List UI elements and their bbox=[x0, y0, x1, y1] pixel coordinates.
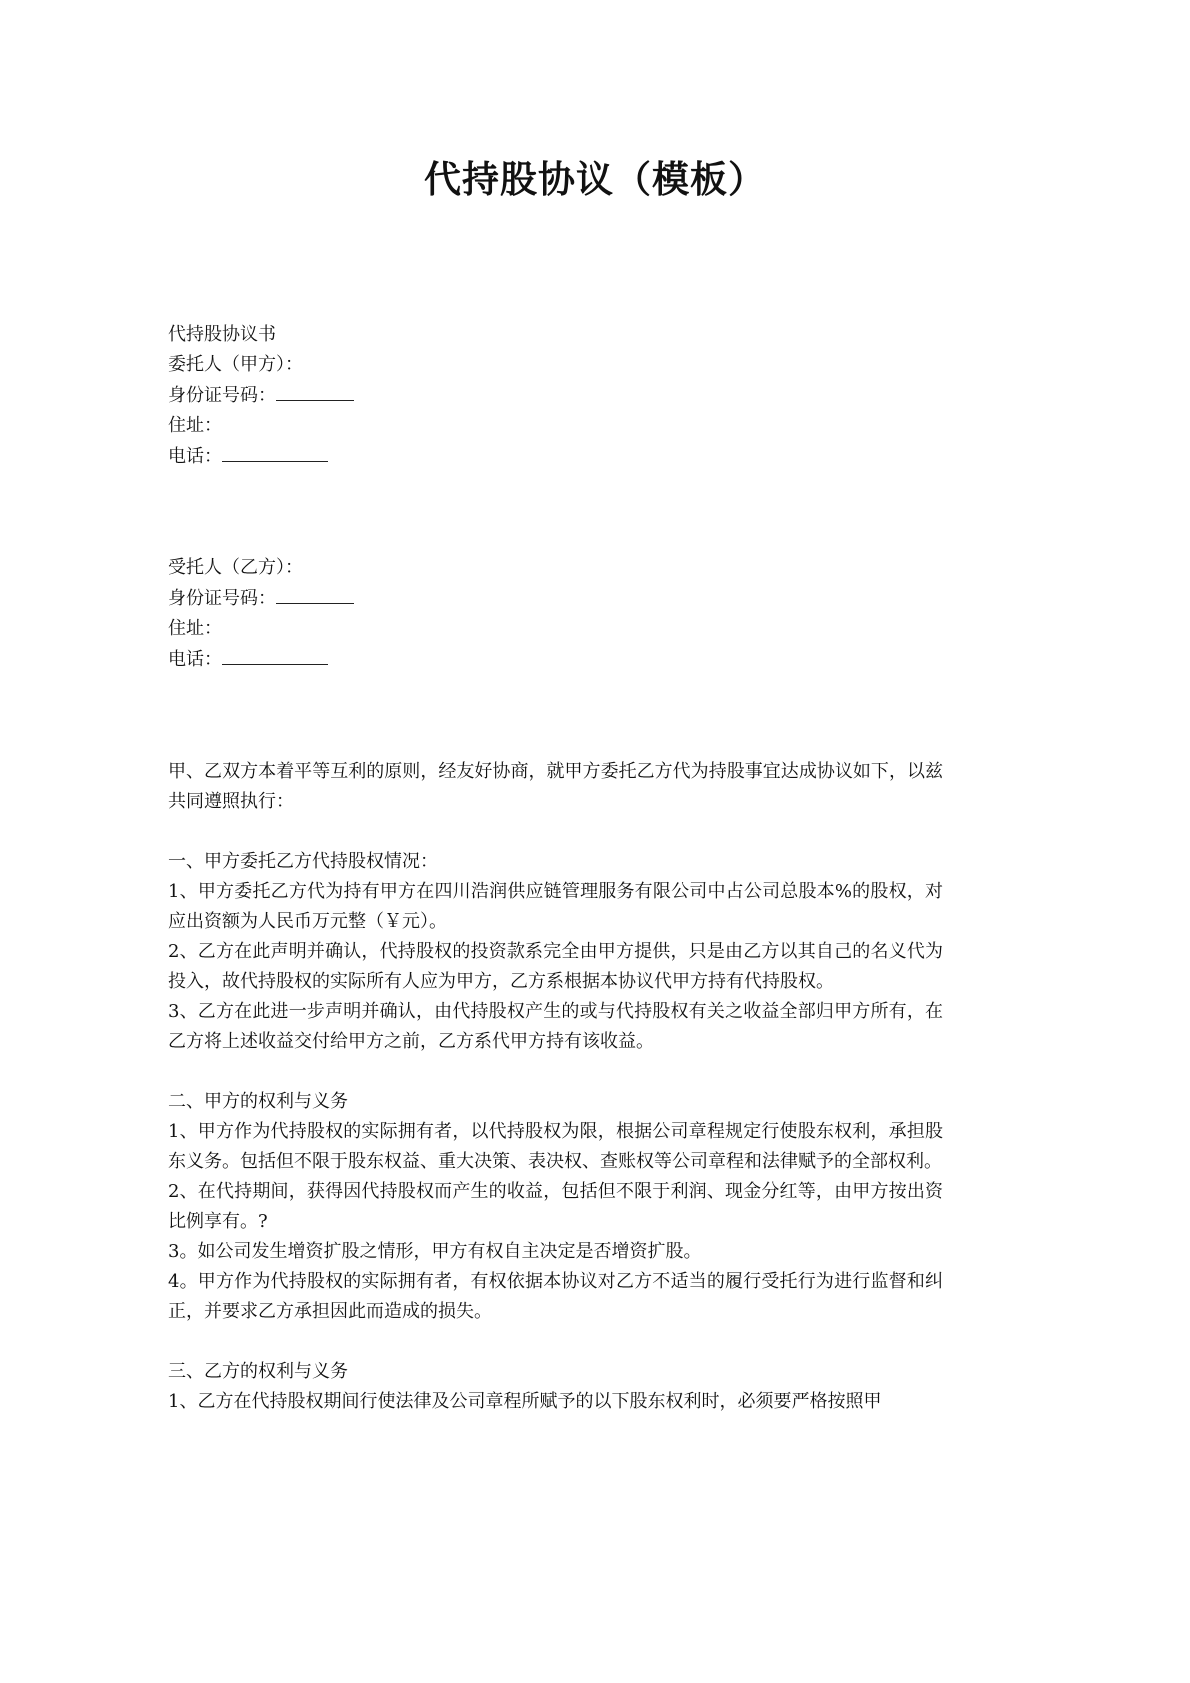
party-b-id-label: 身份证号码： bbox=[168, 588, 276, 609]
party-a-block bbox=[168, 320, 943, 472]
party-b-phone-row bbox=[168, 644, 943, 675]
clause: 2、乙方在此声明并确认，代持股权的投资款系完全由甲方提供，只是由乙方以其自己的名义代为投入，故代持股权的实际所有人应为甲方，乙方系根据本协议代甲方持有代持股权。 bbox=[168, 941, 943, 992]
clause: 2、在代持期间，获得因代持股权而产生的收益，包括但不限于利润、现金分红等，由甲方按出资比例享有。? bbox=[168, 1181, 943, 1232]
party-a-phone-row bbox=[168, 441, 943, 472]
clause: 1、甲方委托乙方代为持有甲方在四川浩润供应链管理服务有限公司中占公司总股本%的股权，对应出资额为人民币万元整（￥元）。 bbox=[168, 881, 943, 932]
party-a-phone-field[interactable] bbox=[222, 441, 328, 462]
party-b-phone-field[interactable] bbox=[222, 644, 328, 665]
party-b-block bbox=[168, 553, 943, 675]
party-b-phone-label: 电话： bbox=[168, 649, 222, 670]
preamble: 甲、乙双方本着平等互利的原则，经友好协商，就甲方委托乙方代为持股事宜达成协议如下，以兹共同遵照执行： bbox=[168, 761, 943, 812]
clause: 1、甲方作为代持股权的实际拥有者，以代持股权为限，根据公司章程规定行使股东权利，承担股东义务。包括但不限于股东权益、重大决策、表决权、查账权等公司章程和法律赋予的全部权利。 bbox=[168, 1121, 943, 1172]
party-b-address-label: 住址： bbox=[168, 618, 222, 639]
party-b-address-row bbox=[168, 614, 943, 644]
party-a-address-label: 住址： bbox=[168, 415, 222, 436]
party-a-id-label: 身份证号码： bbox=[168, 385, 276, 406]
section-3 bbox=[168, 1357, 943, 1417]
party-a-address-row bbox=[168, 411, 943, 441]
clause: 3。如公司发生增资扩股之情形，甲方有权自主决定是否增资扩股。 bbox=[168, 1241, 702, 1262]
party-a-role: 委托人（甲方）： bbox=[168, 354, 303, 375]
section-1 bbox=[168, 847, 943, 1057]
section-heading: 三、乙方的权利与义务 bbox=[168, 1361, 348, 1382]
section-heading: 一、甲方委托乙方代持股权情况： bbox=[168, 851, 438, 872]
document-title: 代持股协议（模板） bbox=[424, 158, 766, 201]
party-a-phone-label: 电话： bbox=[168, 446, 222, 467]
party-b-id-row bbox=[168, 583, 943, 614]
document-subtitle: 代持股协议书 bbox=[168, 324, 276, 345]
party-a-id-row bbox=[168, 380, 943, 411]
clause: 3、乙方在此进一步声明并确认，由代持股权产生的或与代持股权有关之收益全部归甲方所有，在乙方将上述收益交付给甲方之前，乙方系代甲方持有该收益。 bbox=[168, 1001, 943, 1052]
section-2 bbox=[168, 1087, 943, 1327]
party-a-id-field[interactable] bbox=[276, 380, 354, 401]
clause: 1、乙方在代持股权期间行使法律及公司章程所赋予的以下股东权利时，必须要严格按照甲 bbox=[168, 1391, 882, 1412]
party-b-id-field[interactable] bbox=[276, 583, 354, 604]
clause: 4。甲方作为代持股权的实际拥有者，有权依据本协议对乙方不适当的履行受托行为进行监督和纠正，并要求乙方承担因此而造成的损失。 bbox=[168, 1271, 943, 1322]
party-b-role: 受托人（乙方）： bbox=[168, 557, 303, 578]
section-heading: 二、甲方的权利与义务 bbox=[168, 1091, 348, 1112]
agreement-body bbox=[168, 757, 943, 1417]
